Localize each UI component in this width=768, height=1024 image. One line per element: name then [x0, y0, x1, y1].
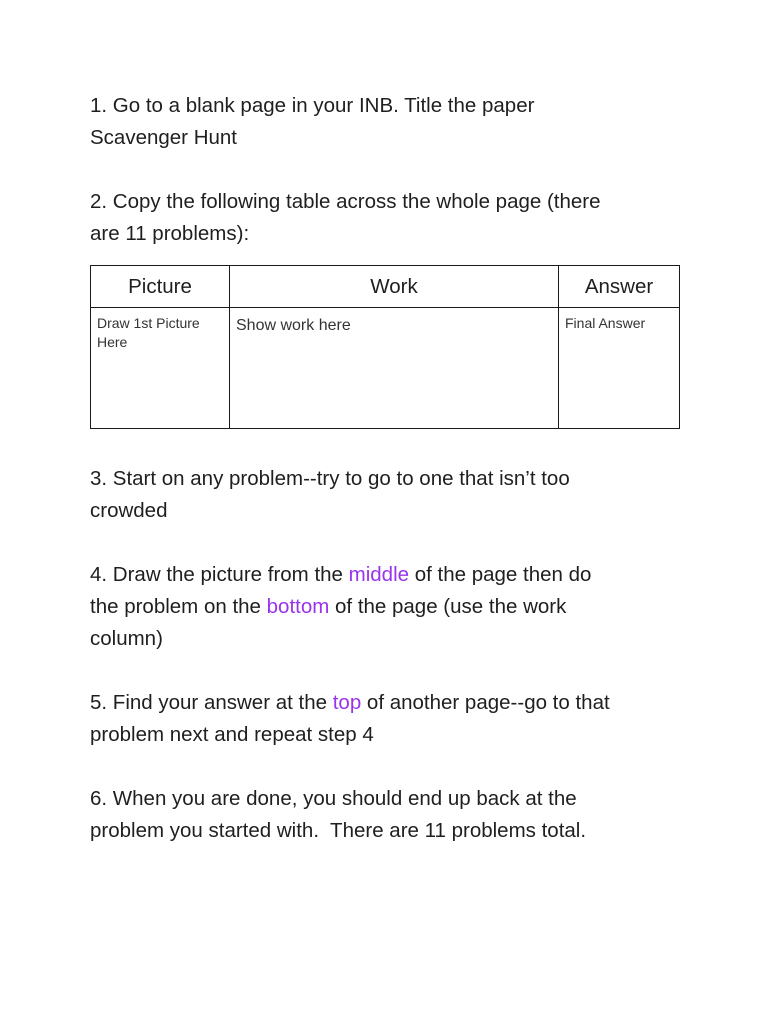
step-3-line-2: crowded: [90, 499, 168, 522]
step-1-line-2: Scavenger Hunt: [90, 126, 238, 149]
step-4-text-3: the problem on the: [90, 595, 267, 618]
step-6: [90, 783, 690, 847]
table-header-row: [91, 266, 680, 308]
step-1-line-1: 1. Go to a blank page in your INB. Title the paper: [90, 94, 535, 117]
step-5-text-3: problem next and repeat step 4: [90, 723, 374, 746]
column-header-answer: Answer: [559, 266, 680, 308]
step-4-text-2: of the page then do: [409, 563, 592, 586]
highlight-middle: middle: [348, 563, 410, 586]
highlight-bottom: bottom: [266, 595, 330, 618]
step-3-line-1: 3. Start on any problem--try to go to one that isn’t too: [90, 467, 570, 490]
step-4-text-1: 4. Draw the picture from the: [90, 563, 349, 586]
cell-picture: Draw 1st Picture Here: [91, 308, 230, 429]
step-1: [90, 90, 690, 154]
instructions-page: [90, 90, 690, 879]
step-2-line-2: are 11 problems):: [90, 222, 250, 245]
step-3: [90, 463, 690, 527]
scavenger-hunt-table: [90, 265, 680, 429]
step-5-text-2: of another page--go to that: [361, 691, 610, 714]
column-header-work: Work: [230, 266, 559, 308]
step-4: [90, 559, 690, 655]
table-row: [91, 308, 680, 429]
cell-work: Show work here: [230, 308, 559, 429]
step-4-text-4: of the page (use the work: [329, 595, 567, 618]
column-header-picture: Picture: [91, 266, 230, 308]
step-4-text-5: column): [90, 627, 163, 650]
step-2: [90, 186, 690, 250]
step-5-text-1: 5. Find your answer at the: [90, 691, 333, 714]
step-6-line-2: problem you started with. There are 11 problems total.: [90, 819, 587, 842]
step-2-line-1: 2. Copy the following table across the whole page (there: [90, 190, 601, 213]
highlight-top: top: [332, 691, 362, 714]
step-5: [90, 687, 690, 751]
cell-answer: Final Answer: [559, 308, 680, 429]
step-6-line-1: 6. When you are done, you should end up back at the: [90, 787, 577, 810]
